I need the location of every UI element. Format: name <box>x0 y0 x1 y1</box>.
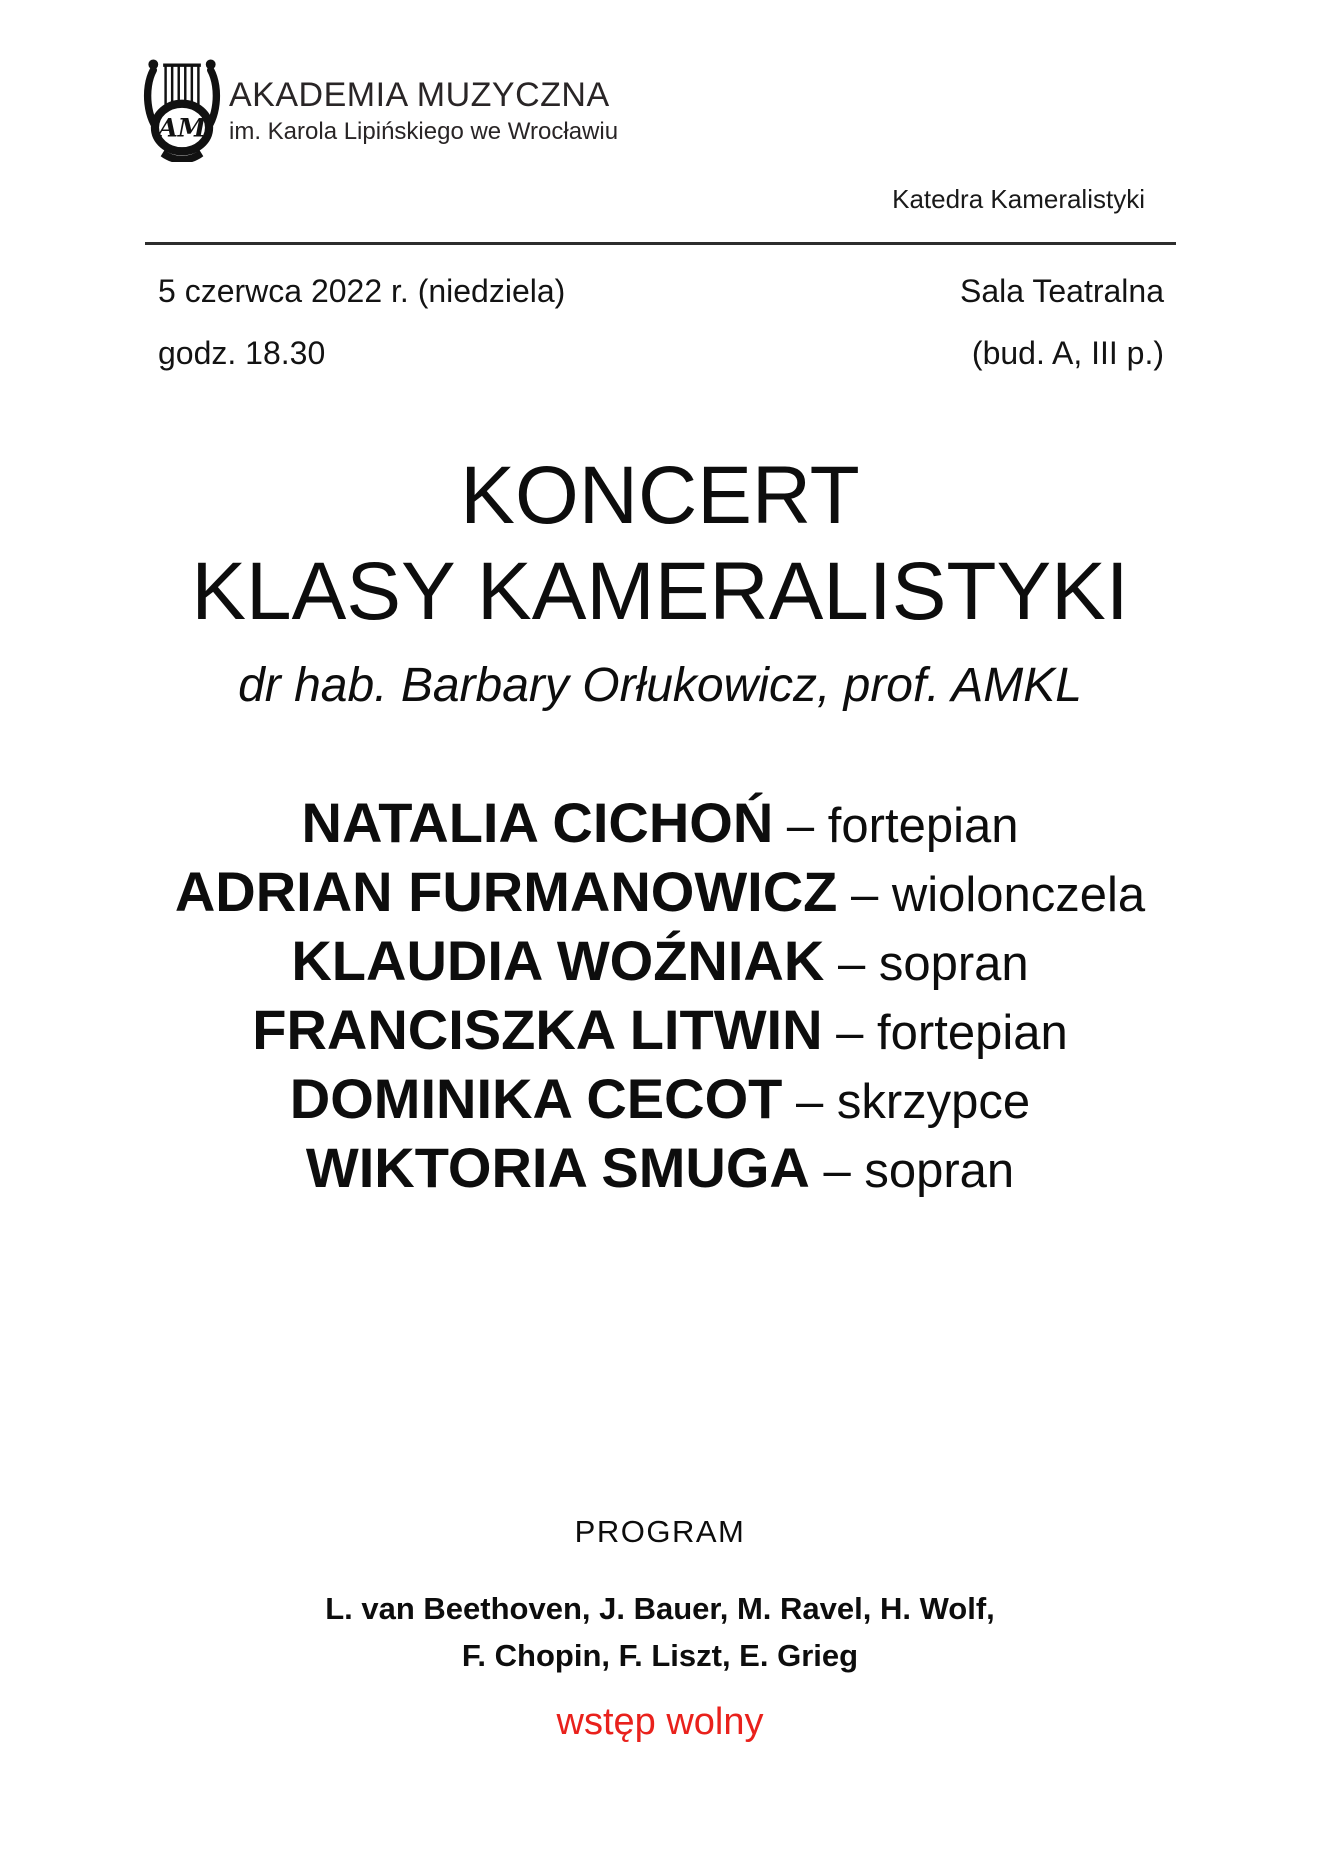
page-subtitle: dr hab. Barbary Orłukowicz, prof. AMKL <box>238 659 1082 712</box>
performer-row <box>0 1066 1320 1135</box>
name-instrument-separator: – <box>824 937 879 991</box>
event-info-row-1 <box>158 260 1164 322</box>
performers-list <box>0 790 1320 1204</box>
performer-name: KLAUDIA WOŹNIAK <box>291 929 825 992</box>
performer-row <box>0 859 1320 928</box>
org-subtitle: im. Karola Lipińskiego we Wrocławiu <box>229 118 619 145</box>
performer-row <box>0 997 1320 1066</box>
performer-name: FRANCISZKA LITWIN <box>252 998 823 1061</box>
page-title-line-1: KONCERT <box>460 450 860 541</box>
performer-instrument: wiolonczela <box>891 868 1146 922</box>
program-composers-line-1: L. van Beethoven, J. Bauer, M. Ravel, H. Wolf, <box>325 1591 995 1626</box>
header-divider <box>145 242 1176 245</box>
performer-name: NATALIA CICHOŃ <box>301 791 774 854</box>
name-instrument-separator: – <box>782 1075 837 1129</box>
event-date: 5 czerwca 2022 r. (niedziela) <box>158 273 566 309</box>
performer-name: DOMINIKA CECOT <box>289 1067 783 1130</box>
department-label: Katedra Kameralistyki <box>892 184 1145 214</box>
program-composers <box>0 1585 1320 1679</box>
event-venue: Sala Teatralna <box>960 273 1164 309</box>
performer-instrument: sopran <box>878 937 1029 991</box>
performer-row <box>0 790 1320 859</box>
event-venue-detail: (bud. A, III p.) <box>971 335 1164 371</box>
page-title-line-2: KLASY KAMERALISTYKI <box>191 546 1129 637</box>
org-name: AKADEMIA MUZYCZNA <box>229 76 610 114</box>
performer-instrument: fortepian <box>877 1006 1068 1060</box>
event-info-row-2 <box>158 322 1164 384</box>
event-info <box>158 260 1164 384</box>
performer-name: WIKTORIA SMUGA <box>305 1136 810 1199</box>
performer-row <box>0 1135 1320 1204</box>
name-instrument-separator: – <box>822 1006 878 1060</box>
performer-name: ADRIAN FURMANOWICZ <box>174 860 838 923</box>
program-section <box>0 1516 1320 1679</box>
performer-instrument: fortepian <box>827 799 1019 853</box>
performer-instrument: sopran <box>864 1144 1015 1198</box>
name-instrument-separator: – <box>809 1144 865 1198</box>
program-composers-line-2: F. Chopin, F. Liszt, E. Grieg <box>461 1638 859 1673</box>
admission-notice: wstęp wolny <box>556 1701 764 1743</box>
org-block <box>229 76 618 147</box>
program-heading: PROGRAM <box>574 1514 746 1549</box>
lyre-icon <box>141 52 223 162</box>
title-block <box>0 448 1320 714</box>
logo-monogram: AM <box>158 112 206 143</box>
name-instrument-separator: – <box>773 799 828 853</box>
performer-instrument: skrzypce <box>836 1075 1031 1129</box>
performer-row <box>0 928 1320 997</box>
name-instrument-separator: – <box>837 868 892 922</box>
event-time: godz. 18.30 <box>158 335 326 371</box>
